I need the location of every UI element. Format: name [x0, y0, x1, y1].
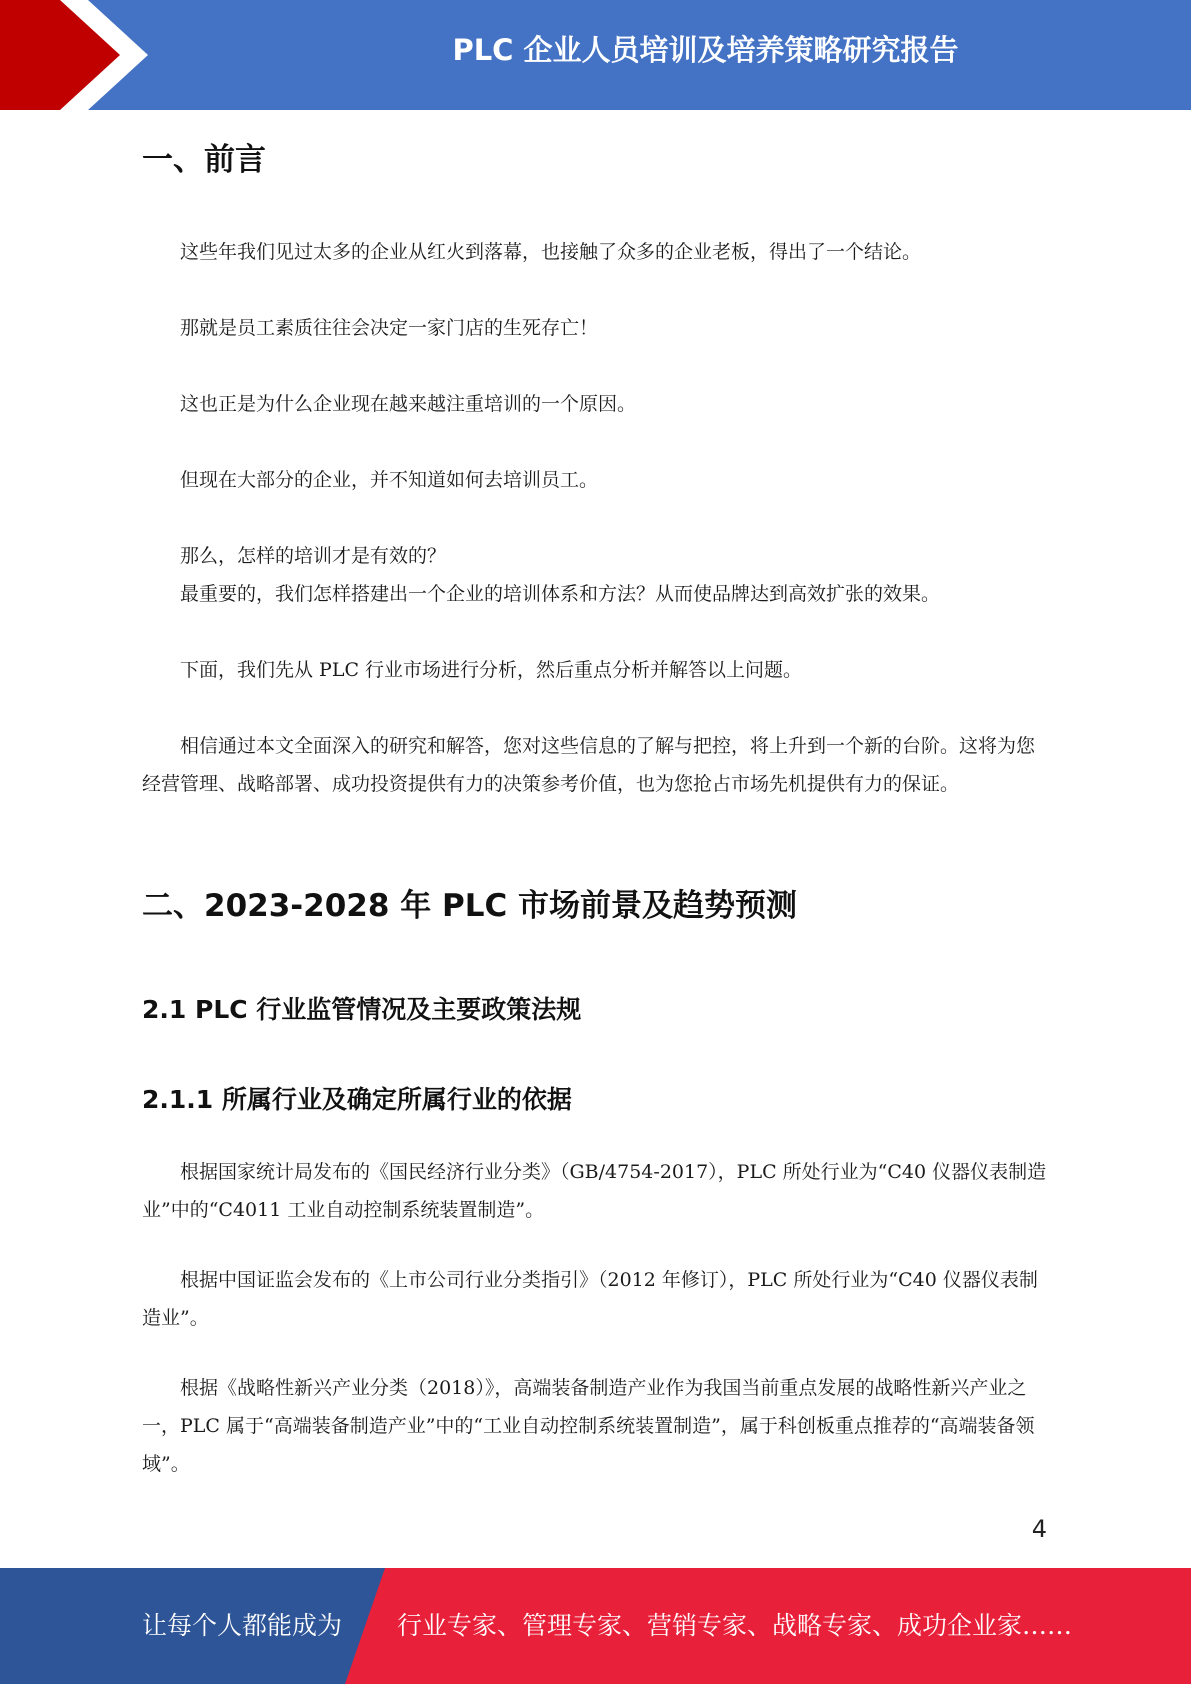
intro-paragraph-8: 相信通过本文全面深入的研究和解答，您对这些信息的了解与把控，将上升到一个新的台阶。这将为您经营管理、战略部署、成功投资提供有力的决策参考价值，也为您抢占市场先机提供有力的保证。 [142, 735, 1036, 795]
section-heading-intro: 一、前言 [142, 142, 266, 178]
footer-banner [0, 1568, 1191, 1684]
section-heading-market: 二、2023-2028 年 PLC 市场前景及趋势预测 [142, 888, 798, 924]
industry-paragraph-1: 根据国家统计局发布的《国民经济行业分类》（GB/4754-2017），PLC 所处行业为“C40 仪器仪表制造业”中的“C4011 工业自动控制系统装置制造”。 [142, 1161, 1047, 1221]
industry-paragraph-2: 根据中国证监会发布的《上市公司行业分类指引》（2012 年修订），PLC 所处行业为“C40 仪器仪表制造业”。 [142, 1269, 1038, 1329]
intro-paragraph-5: 那么，怎样的培训才是有效的？ [180, 545, 447, 567]
footer-slogan-left: 让每个人都能成为 [142, 1611, 343, 1640]
page-number: 4 [1031, 1515, 1047, 1543]
intro-paragraph-7: 下面，我们先从 PLC 行业市场进行分析，然后重点分析并解答以上问题。 [180, 659, 803, 681]
intro-paragraph-4: 但现在大部分的企业，并不知道如何去培训员工。 [180, 469, 599, 491]
subsubsection-heading-industry: 2.1.1 所属行业及确定所属行业的依据 [142, 1085, 572, 1114]
intro-paragraph-2: 那就是员工素质往往会决定一家门店的生死存亡！ [180, 317, 599, 339]
intro-paragraph-1: 这些年我们见过太多的企业从红火到落幕，也接触了众多的企业老板，得出了一个结论。 [180, 241, 922, 263]
industry-paragraph-3: 根据《战略性新兴产业分类（2018）》，高端装备制造产业作为我国当前重点发展的战略性新兴产业之一，PLC 属于“高端装备制造产业”中的“工业自动控制系统装置制造”，属于科创板重点推荐的“高端装备领域”。 [142, 1377, 1035, 1475]
header-banner [0, 0, 1191, 110]
footer-slogan-right: 行业专家、管理专家、营销专家、战略专家、成功企业家…… [397, 1611, 1073, 1640]
intro-paragraph-6: 最重要的，我们怎样搭建出一个企业的培训体系和方法？从而使品牌达到高效扩张的效果。 [180, 583, 941, 605]
report-title: PLC 企业人员培训及培养策略研究报告 [452, 33, 959, 67]
intro-paragraph-3: 这也正是为什么企业现在越来越注重培训的一个原因。 [180, 393, 637, 415]
subsection-heading-regulation: 2.1 PLC 行业监管情况及主要政策法规 [142, 995, 582, 1024]
